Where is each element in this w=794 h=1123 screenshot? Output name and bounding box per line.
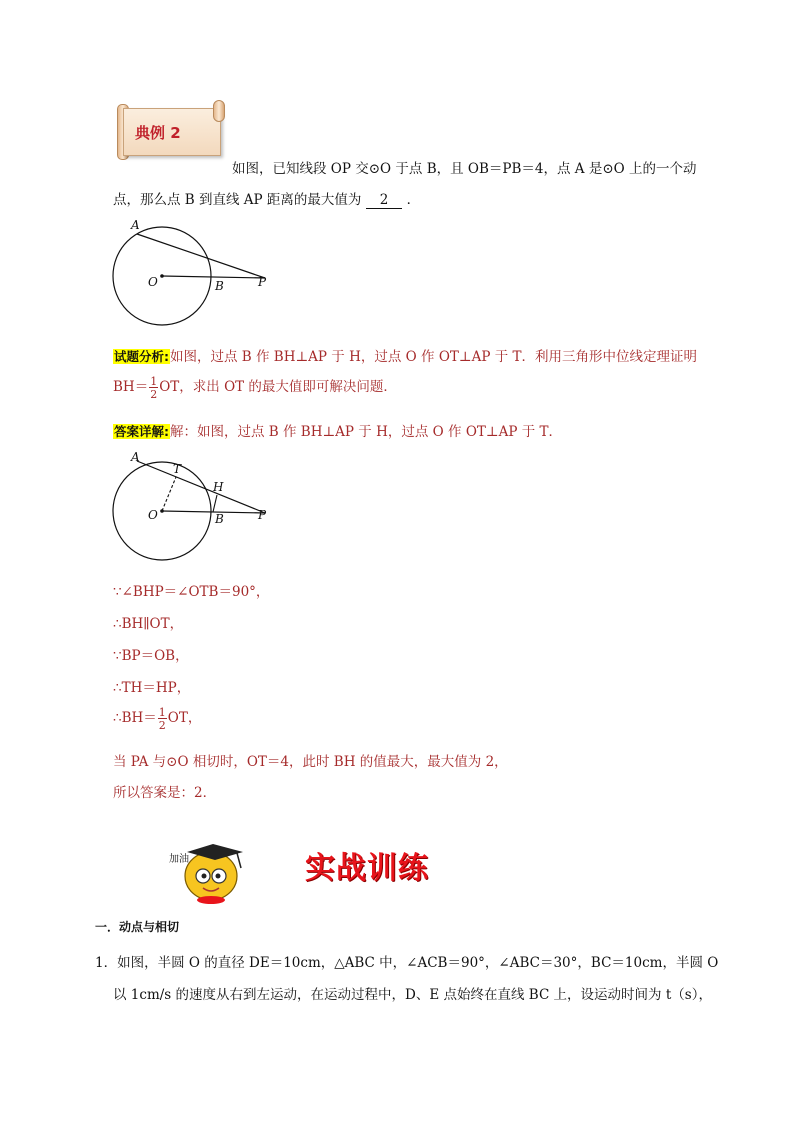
- label-h: H: [213, 480, 224, 494]
- label-p: P: [258, 508, 267, 522]
- label-a: A: [131, 450, 140, 464]
- problem-line-2-prefix: 点，那么点 B 到直线 AP 距离的最大值为: [113, 192, 362, 208]
- proof-step-5-prefix: ∴BH＝: [113, 710, 157, 726]
- solution-text-1: 解：如图，过点 B 作 BH⊥AP 于 H，过点 O 作 OT⊥AP 于 T．: [170, 424, 563, 440]
- scroll-right-roll: [213, 100, 225, 122]
- proof-step-1: ∵∠BHP＝∠OTB＝90°，: [113, 584, 270, 600]
- fraction-numerator: 1: [158, 705, 166, 719]
- fraction-denominator: 2: [150, 387, 158, 401]
- proof-step-5-suffix: OT，: [167, 710, 202, 726]
- proof-step-5: [113, 706, 201, 731]
- label-a: A: [131, 218, 140, 232]
- label-b: B: [215, 279, 224, 293]
- label-o: O: [148, 508, 158, 522]
- segment-ap: [137, 234, 265, 278]
- mascot-icon: [165, 838, 255, 904]
- problem-line-1: 如图，已知线段 OP 交⊙O 于点 B，且 OB＝PB＝4，点 A 是⊙O 上的一个动: [232, 161, 697, 177]
- segment-ap: [137, 461, 265, 513]
- center-point-o: [160, 509, 164, 513]
- solution-conclusion: 当 PA 与⊙O 相切时，OT＝4，此时 BH 的值最大，最大值为 2，: [113, 754, 508, 770]
- analysis-line-1: [113, 345, 697, 365]
- fraction-denominator: 2: [158, 718, 166, 732]
- example-label: 典例 2: [135, 124, 181, 142]
- answer-blank: 2: [366, 192, 403, 209]
- analysis-line-2-suffix: OT，求出 OT 的最大值即可解决问题．: [159, 379, 397, 395]
- label-o: O: [148, 275, 158, 289]
- analysis-tag: 试题分析:: [114, 349, 169, 364]
- proof-step-3: ∵BP＝OB，: [113, 648, 189, 664]
- figure-circle-tangent-2: [105, 447, 285, 567]
- analysis-text-1: 如图，过点 B 作 BH⊥AP 于 H，过点 O 作 OT⊥AP 于 T．利用三角形中位线定理证明: [170, 349, 698, 365]
- proof-step-2: ∴BH∥OT，: [113, 616, 184, 632]
- segment-op: [162, 276, 265, 278]
- segment-bh: [213, 495, 217, 512]
- figure-circle-tangent-1: [105, 212, 285, 332]
- solution-line-1: [113, 420, 562, 440]
- problem-line-2-suffix: ．: [406, 192, 421, 208]
- mascot-text: 加油: [169, 854, 189, 865]
- question-1-line-2: 以 1cm/s 的速度从右到左运动，在运动过程中，D、E 点始终在直线 BC 上，设运动时间为 t（s），: [113, 987, 712, 1003]
- example-banner: [113, 100, 225, 160]
- question-1-line-1: 1．如图，半圆 O 的直径 DE＝10cm，△ABC 中，∠ACB＝90°，∠ABC＝30°，BC＝10cm，半圆 O: [95, 955, 719, 971]
- solution-final: 所以答案是：2．: [113, 785, 217, 801]
- label-p: P: [258, 275, 267, 289]
- practice-title: 实战训练: [305, 851, 429, 886]
- problem-line-2: [113, 188, 420, 209]
- analysis-line-2-prefix: BH＝: [113, 379, 149, 395]
- segment-ot: [162, 477, 176, 511]
- fraction-numerator: 1: [150, 374, 158, 388]
- label-t: T: [173, 462, 182, 476]
- fraction-one-half: [158, 707, 167, 731]
- proof-step-4: ∴TH＝HP，: [113, 680, 191, 696]
- analysis-line-2: [113, 375, 397, 400]
- solution-tag: 答案详解:: [114, 424, 169, 439]
- section-title: 一．动点与相切: [95, 920, 180, 934]
- label-b: B: [215, 512, 224, 526]
- fraction-one-half: [149, 376, 158, 400]
- center-point-o: [160, 274, 164, 278]
